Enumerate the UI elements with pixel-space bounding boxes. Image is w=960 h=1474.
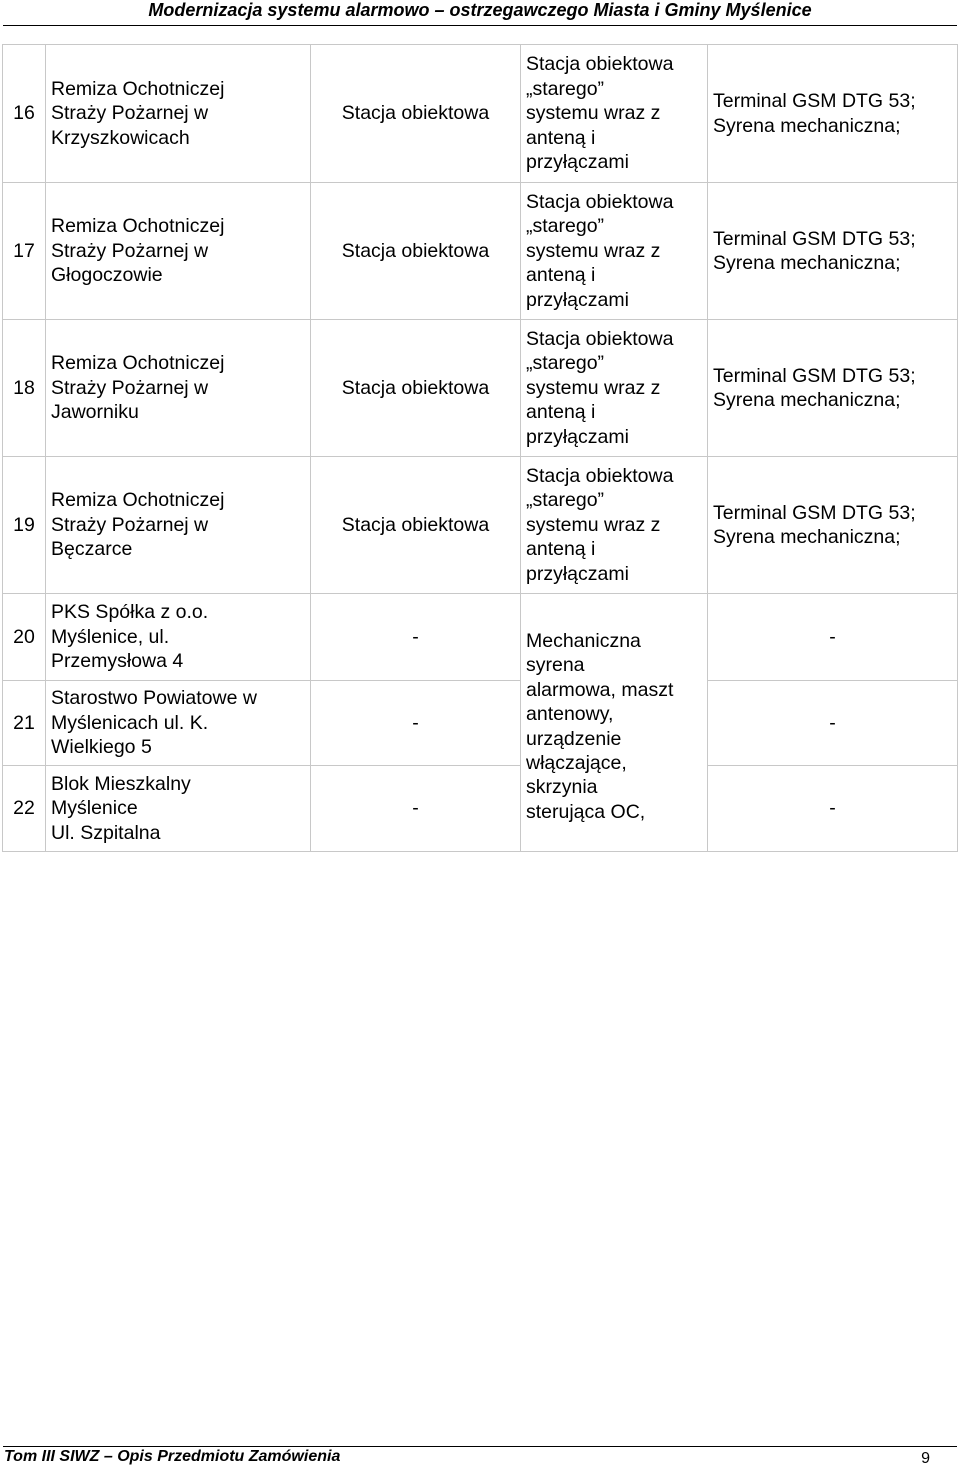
scope-line: „starego” xyxy=(526,77,605,100)
scope-line: syrena xyxy=(526,654,585,677)
location-cell xyxy=(46,45,311,183)
location-line: Remiza Ochotniczej xyxy=(51,352,225,375)
scope-line: włączające, xyxy=(526,751,627,774)
scope-line: przyłączami xyxy=(526,288,629,311)
location-line: Myślenice, ul. xyxy=(51,625,170,648)
location-line: Blok Mieszkalny xyxy=(51,772,191,795)
location-line: Straży Pożarnej w xyxy=(51,239,209,262)
scope-line: antenowy, xyxy=(526,703,614,726)
table-row xyxy=(3,45,958,183)
scope-line: alarmowa, maszt xyxy=(526,678,674,701)
equipment-table xyxy=(2,44,958,852)
row-number: 16 xyxy=(3,45,46,183)
type-cell: Stacja obiektowa xyxy=(311,45,521,183)
scope-line: „starego” xyxy=(526,352,605,375)
scope-line: Stacja obiektowa xyxy=(526,464,674,487)
location-line: Myślenice xyxy=(51,797,138,820)
equipment-line: Syrena mechaniczna; xyxy=(713,114,901,137)
table-row xyxy=(3,320,958,457)
location-line: Przemysłowa 4 xyxy=(51,650,184,673)
page-footer xyxy=(4,1448,924,1470)
scope-line: sterująca OC, xyxy=(526,800,646,823)
location-line: Straży Pożarnej w xyxy=(51,376,209,399)
header-divider xyxy=(3,25,957,26)
scope-line: systemu wraz z xyxy=(526,102,661,125)
scope-line: Stacja obiektowa xyxy=(526,190,674,213)
scope-line: przyłączami xyxy=(526,562,629,585)
type-cell: - xyxy=(311,681,521,766)
scope-line: skrzynia xyxy=(526,776,598,799)
row-number: 22 xyxy=(3,766,46,852)
location-cell xyxy=(46,183,311,320)
location-line: Myślenicach ul. K. xyxy=(51,711,209,734)
row-number: 21 xyxy=(3,681,46,766)
scope-line: Stacja obiektowa xyxy=(526,53,674,76)
footer-title: Tom III SIWZ – Opis Przedmiotu Zamówienia xyxy=(4,1448,341,1465)
type-cell: Stacja obiektowa xyxy=(311,320,521,457)
page-number: 9 xyxy=(921,1450,930,1467)
location-line: Straży Pożarnej w xyxy=(51,513,209,536)
location-line: Jaworniku xyxy=(51,401,139,424)
location-cell xyxy=(46,320,311,457)
location-line: Remiza Ochotniczej xyxy=(51,489,225,512)
type-cell: Stacja obiektowa xyxy=(311,457,521,594)
location-line: Starostwo Powiatowe w xyxy=(51,687,257,710)
scope-line: przyłączami xyxy=(526,425,629,448)
location-line: Remiza Ochotniczej xyxy=(51,215,225,238)
row-number: 19 xyxy=(3,457,46,594)
location-line: Wielkiego 5 xyxy=(51,736,152,759)
equipment-line: Terminal GSM DTG 53; xyxy=(713,227,916,250)
scope-line: Mechaniczna xyxy=(526,629,641,652)
equipment-line: Terminal GSM DTG 53; xyxy=(713,90,916,113)
scope-line: urządzenie xyxy=(526,727,622,750)
scope-line: anteną i xyxy=(526,538,596,561)
type-cell: - xyxy=(311,766,521,852)
row-number: 20 xyxy=(3,594,46,681)
scope-line: „starego” xyxy=(526,489,605,512)
equipment-cell: - xyxy=(708,766,958,852)
scope-cell xyxy=(521,457,708,594)
location-line: Krzyszkowicach xyxy=(51,126,190,149)
equipment-cell xyxy=(708,183,958,320)
location-line: Remiza Ochotniczej xyxy=(51,77,225,100)
location-line: Ul. Szpitalna xyxy=(51,821,161,844)
location-line: PKS Spółka z o.o. xyxy=(51,601,209,624)
location-cell xyxy=(46,766,311,852)
equipment-line: Terminal GSM DTG 53; xyxy=(713,364,916,387)
scope-line: systemu wraz z xyxy=(526,513,661,536)
footer-divider xyxy=(3,1446,957,1447)
location-line: Bęczarce xyxy=(51,538,133,561)
scope-line: anteną i xyxy=(526,401,596,424)
row-number: 17 xyxy=(3,183,46,320)
location-cell xyxy=(46,457,311,594)
table-row xyxy=(3,594,958,681)
row-number: 18 xyxy=(3,320,46,457)
scope-line: systemu wraz z xyxy=(526,239,661,262)
equipment-cell xyxy=(708,45,958,183)
table-row xyxy=(3,766,958,852)
location-line: Głogoczowie xyxy=(51,264,163,287)
scope-line: anteną i xyxy=(526,126,596,149)
scope-cell xyxy=(521,183,708,320)
equipment-line: Syrena mechaniczna; xyxy=(713,252,901,274)
scope-line: systemu wraz z xyxy=(526,376,661,399)
location-line: Straży Pożarnej w xyxy=(51,102,209,125)
table-row xyxy=(3,457,958,594)
equipment-cell: - xyxy=(708,594,958,681)
table-row xyxy=(3,681,958,766)
location-cell xyxy=(46,681,311,766)
scope-line: anteną i xyxy=(526,264,596,287)
scope-cell xyxy=(521,320,708,457)
scope-line: przyłączami xyxy=(526,151,629,174)
shared-scope-cell xyxy=(521,594,708,852)
scope-line: Stacja obiektowa xyxy=(526,327,674,350)
equipment-line: Syrena mechaniczna; xyxy=(713,389,901,411)
equipment-cell xyxy=(708,457,958,594)
table-row xyxy=(3,183,958,320)
scope-cell xyxy=(521,45,708,183)
equipment-line: Terminal GSM DTG 53; xyxy=(713,501,916,524)
type-cell: Stacja obiektowa xyxy=(311,183,521,320)
equipment-line: Syrena mechaniczna; xyxy=(713,526,901,548)
header-title: Modernizacja systemu alarmowo – ostrzegawczego Miasta i Gminy Myślenice xyxy=(148,0,812,20)
type-cell: - xyxy=(311,594,521,681)
equipment-cell xyxy=(708,320,958,457)
page-header xyxy=(0,0,960,22)
scope-line: „starego” xyxy=(526,215,605,238)
location-cell xyxy=(46,594,311,681)
equipment-cell: - xyxy=(708,681,958,766)
